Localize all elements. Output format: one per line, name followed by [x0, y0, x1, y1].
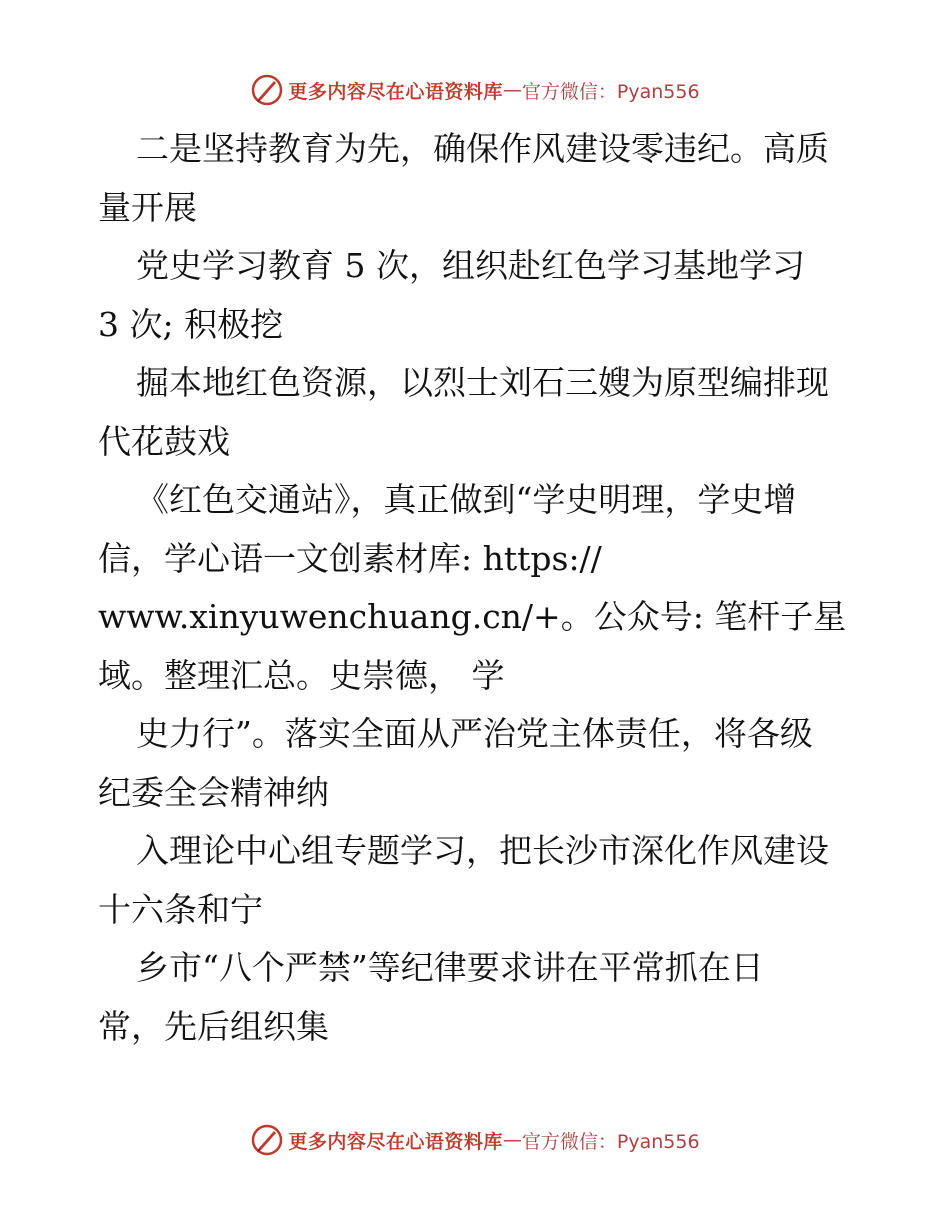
text-line: 量开展	[98, 187, 197, 227]
text-line: 代花鼓戏	[98, 421, 230, 461]
text-line: www.xinyuwenchuang.cn/+。公众号: 笔杆子星	[98, 597, 847, 636]
quill-logo-icon	[250, 1123, 284, 1157]
header-banner-text: 更多内容尽在心语资料库	[288, 80, 503, 103]
text-line: 3 次; 积极挖	[98, 304, 284, 344]
footer-banner-text: 更多内容尽在心语资料库	[288, 1130, 503, 1153]
header-contact: 官方微信：Pyan556	[521, 80, 700, 103]
quill-logo-icon	[250, 73, 284, 107]
text-line: 常，先后组织集	[98, 1006, 329, 1046]
header-banner	[0, 70, 950, 110]
footer-banner	[0, 1120, 950, 1160]
text-line: 信，学心语一文创素材库: https://	[98, 538, 602, 578]
footer-separator: —	[502, 1129, 522, 1151]
header-separator: —	[502, 79, 522, 101]
text-line: 《红色交通站》，真正做到“学史明理，学史增	[136, 480, 797, 519]
text-line: 党史学习教育 5 次，组织赴红色学习基地学习	[136, 246, 805, 285]
text-line: 二是坚持教育为先，确保作风建设零违纪。高质	[136, 129, 829, 168]
text-line: 掘本地红色资源，以烈士刘石三嫂为原型编排现	[136, 363, 829, 402]
document-body	[98, 120, 858, 1056]
text-line: 史力行”。落实全面从严治党主体责任，将各级	[136, 714, 813, 753]
text-line: 纪委全会精神纳	[98, 772, 329, 812]
text-line: 域。整理汇总。史崇德， 学	[98, 655, 505, 695]
text-line: 十六条和宁	[98, 889, 263, 929]
footer-contact: 官方微信：Pyan556	[521, 1130, 700, 1153]
text-line: 乡市“八个严禁”等纪律要求讲在平常抓在日	[136, 948, 764, 987]
text-line: 入理论中心组专题学习，把长沙市深化作风建设	[136, 831, 829, 870]
